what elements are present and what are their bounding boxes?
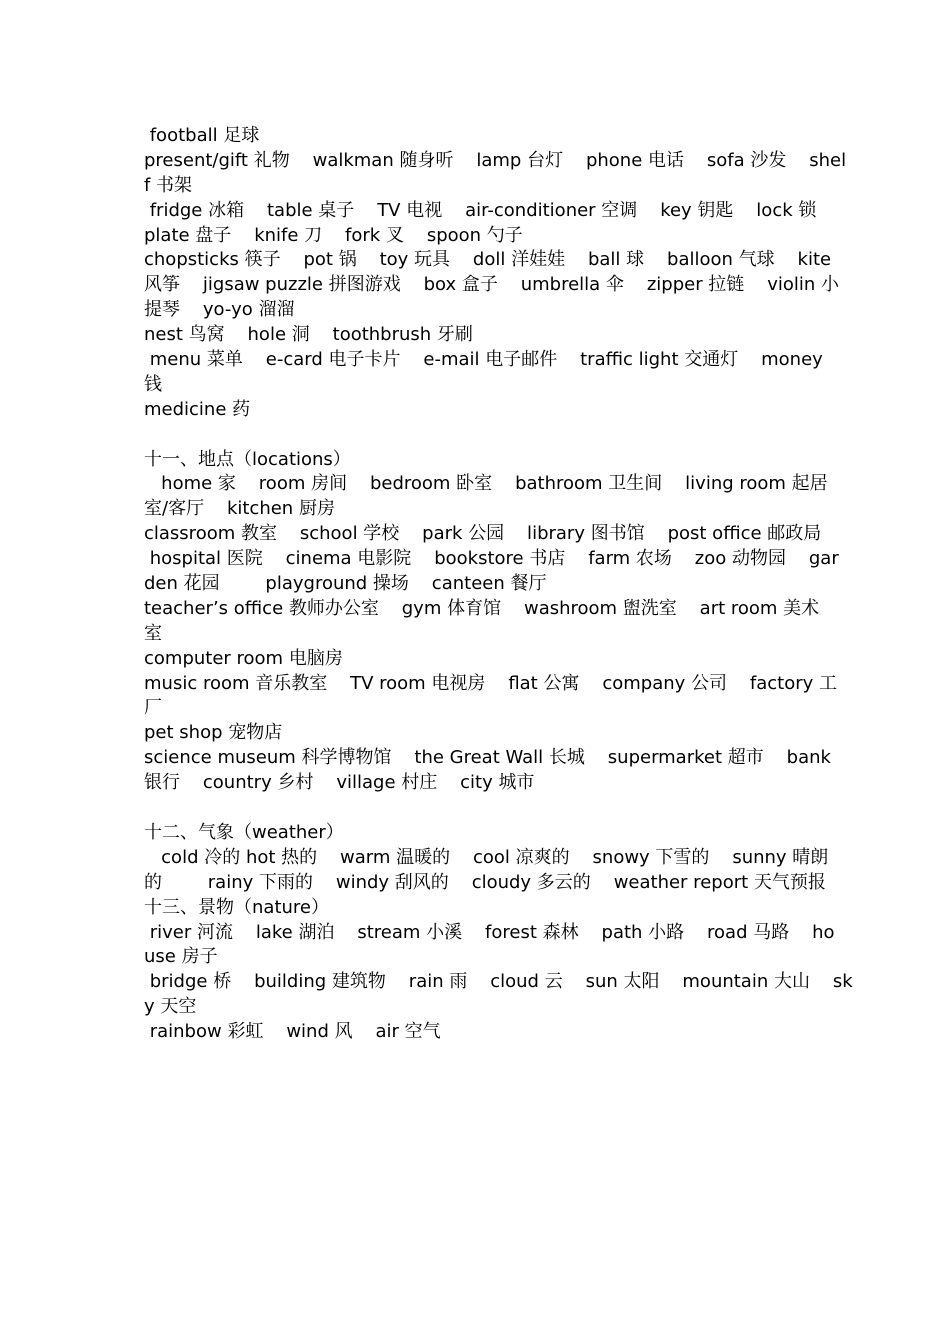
text-line: 室 bbox=[144, 622, 162, 644]
text-line: computer room 电脑房 bbox=[144, 647, 343, 669]
text-line: 风筝 jigsaw puzzle 拼图游戏 box 盒子 umbrella 伞 zipper 拉链 violin 小 bbox=[144, 274, 839, 296]
text-line: f 书架 bbox=[144, 174, 193, 196]
text-line: 厂 bbox=[144, 697, 162, 719]
text-line: 室/客厅 kitchen 厨房 bbox=[144, 498, 335, 520]
text-line: 提琴 yo-yo 溜溜 bbox=[144, 299, 295, 321]
text-line: use 房子 bbox=[144, 946, 218, 968]
text-line: rainbow 彩虹 wind 风 air 空气 bbox=[144, 1021, 441, 1043]
text-line: home 家 room 房间 bedroom 卧室 bathroom 卫生间 living room 起居 bbox=[144, 473, 828, 495]
text-line: pet shop 宠物店 bbox=[144, 722, 283, 744]
vocabulary-text bbox=[144, 124, 853, 1045]
text-line: nest 鸟窝 hole 洞 toothbrush 牙刷 bbox=[144, 324, 473, 346]
text-line: science museum 科学博物馆 the Great Wall 长城 supermarket 超市 bank bbox=[144, 747, 831, 769]
text-line: river 河流 lake 湖泊 stream 小溪 forest 森林 path 小路 road 马路 ho bbox=[144, 921, 835, 943]
text-line: 十三、景物（nature） bbox=[144, 896, 329, 918]
text-line: bridge 桥 building 建筑物 rain 雨 cloud 云 sun 太阳 mountain 大山 sk bbox=[144, 971, 853, 993]
text-line: football 足球 bbox=[144, 125, 260, 146]
text-line: 钱 bbox=[144, 373, 162, 395]
text-line: present/gift 礼物 walkman 随身听 lamp 台灯 phone 电话 sofa 沙发 shel bbox=[144, 149, 847, 171]
text-line: teacher’s office 教师办公室 gym 体育馆 washroom 盥洗室 art room 美术 bbox=[144, 597, 820, 619]
text-line: plate 盘子 knife 刀 fork 叉 spoon 勺子 bbox=[144, 224, 523, 246]
text-line: classroom 教室 school 学校 park 公园 library 图书馆 post office 邮政局 bbox=[144, 523, 822, 545]
text-line: chopsticks 筷子 pot 锅 toy 玩具 doll 洋娃娃 ball 球 balloon 气球 kite bbox=[144, 249, 832, 271]
text-line: menu 菜单 e-card 电子卡片 e-mail 电子邮件 traffic light 交通灯 money bbox=[144, 349, 823, 371]
text-line: medicine 药 bbox=[144, 398, 251, 420]
text-line: cold 冷的 hot 热的 warm 温暖的 cool 凉爽的 snowy 下雪的 sunny 晴朗 bbox=[144, 846, 829, 868]
text-line: fridge 冰箱 table 桌子 TV 电视 air-conditioner 空调 key 钥匙 lock 锁 bbox=[144, 199, 817, 221]
blank-line bbox=[144, 796, 808, 821]
blank-line bbox=[144, 423, 808, 448]
text-line: den 花园 playground 操场 canteen 餐厅 bbox=[144, 573, 547, 595]
text-line: 银行 country 乡村 village 村庄 city 城市 bbox=[144, 772, 535, 794]
text-line: y 天空 bbox=[144, 996, 197, 1018]
text-line: 的 rainy 下雨的 windy 刮风的 cloudy 多云的 weather report 天气预报 bbox=[144, 871, 826, 893]
text-line: hospital 医院 cinema 电影院 bookstore 书店 farm 农场 zoo 动物园 gar bbox=[144, 548, 839, 570]
text-line: music room 音乐教室 TV room 电视房 flat 公寓 company 公司 factory 工 bbox=[144, 672, 838, 694]
text-line: 十一、地点（locations） bbox=[144, 448, 351, 470]
text-line: 十二、气象（weather） bbox=[144, 821, 344, 843]
